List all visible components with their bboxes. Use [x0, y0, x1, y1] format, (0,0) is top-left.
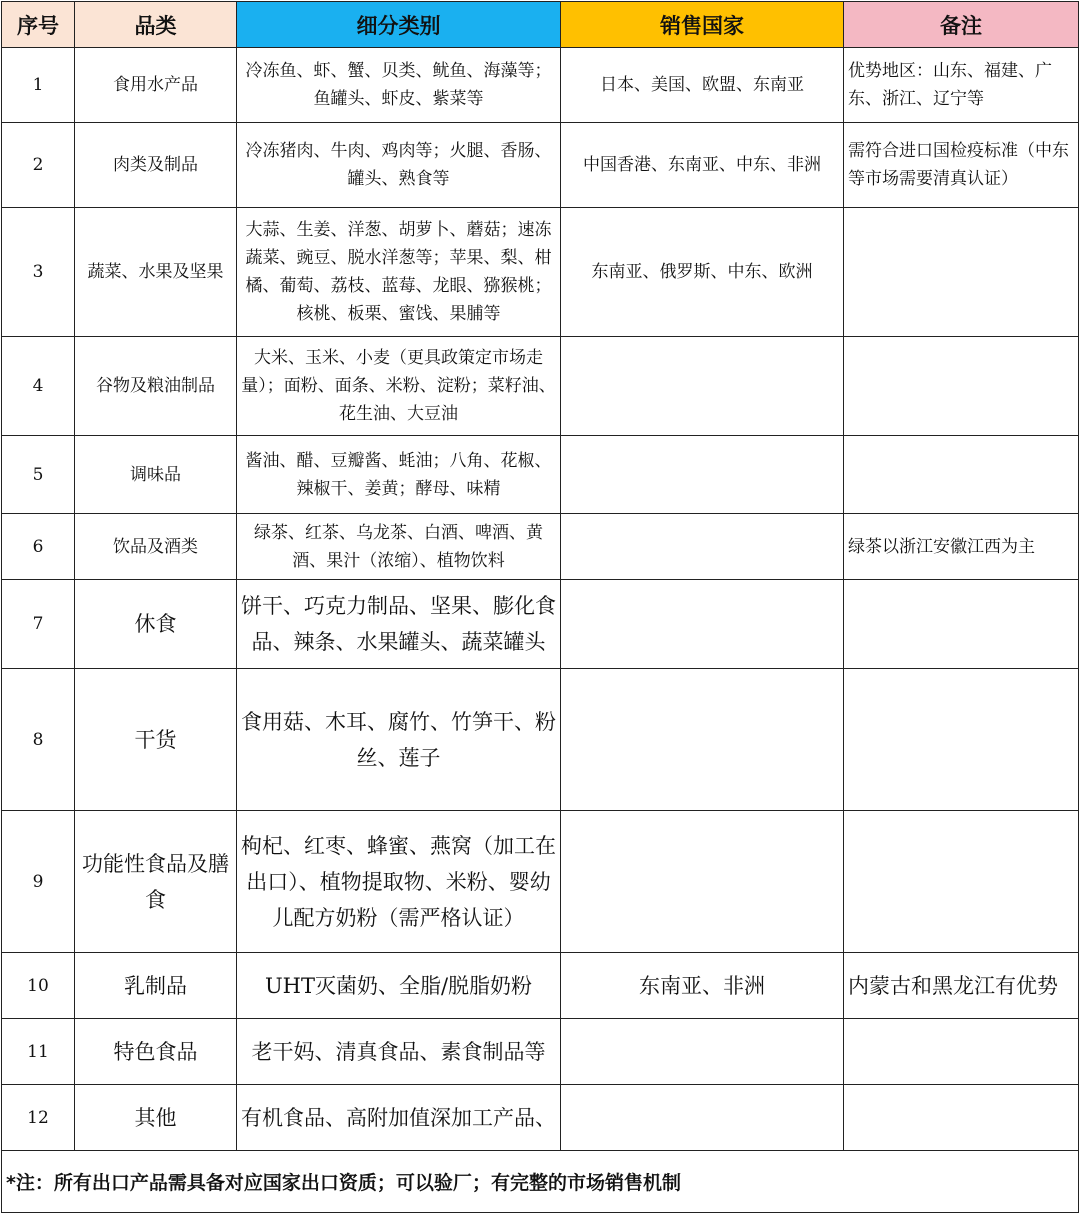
- row-category: 乳制品: [75, 953, 237, 1019]
- row-seq: 2: [2, 123, 75, 208]
- header-countries: 销售国家: [561, 2, 844, 48]
- row-seq: 8: [2, 669, 75, 811]
- row-category: 蔬菜、水果及坚果: [75, 208, 237, 337]
- table-row: [2, 208, 1079, 337]
- row-category: 其他: [75, 1085, 237, 1151]
- table-row: [2, 48, 1079, 123]
- row-subcategory: 酱油、醋、豆瓣酱、蚝油；八角、花椒、辣椒干、姜黄；酵母、味精: [237, 436, 561, 514]
- header-category: 品类: [75, 2, 237, 48]
- header-row: [2, 2, 1079, 48]
- row-notes: [844, 208, 1079, 337]
- table-row: [2, 1019, 1079, 1085]
- row-subcategory: UHT灭菌奶、全脂/脱脂奶粉: [237, 953, 561, 1019]
- row-notes: [844, 436, 1079, 514]
- header-seq: 序号: [2, 2, 75, 48]
- row-category: 功能性食品及膳食: [75, 811, 237, 953]
- row-subcategory: 冷冻猪肉、牛肉、鸡肉等；火腿、香肠、罐头、熟食等: [237, 123, 561, 208]
- row-seq: 7: [2, 580, 75, 669]
- row-category: 休食: [75, 580, 237, 669]
- row-category: 食用水产品: [75, 48, 237, 123]
- row-subcategory: 绿茶、红茶、乌龙茶、白酒、啤酒、黄酒、果汁（浓缩）、植物饮料: [237, 514, 561, 580]
- row-countries: [561, 1019, 844, 1085]
- row-seq: 4: [2, 337, 75, 436]
- row-countries: [561, 580, 844, 669]
- row-notes: 内蒙古和黑龙江有优势: [844, 953, 1079, 1019]
- row-subcategory: 冷冻鱼、虾、蟹、贝类、鱿鱼、海藻等；鱼罐头、虾皮、紫菜等: [237, 48, 561, 123]
- table-row: [2, 436, 1079, 514]
- row-category: 谷物及粮油制品: [75, 337, 237, 436]
- row-countries: [561, 436, 844, 514]
- row-category: 饮品及酒类: [75, 514, 237, 580]
- row-countries: [561, 669, 844, 811]
- row-seq: 9: [2, 811, 75, 953]
- table-row: [2, 123, 1079, 208]
- row-seq: 10: [2, 953, 75, 1019]
- row-subcategory: 大蒜、生姜、洋葱、胡萝卜、蘑菇；速冻蔬菜、豌豆、脱水洋葱等；苹果、梨、柑橘、葡萄、荔枝、蓝莓、龙眼、猕猴桃；核桃、板栗、蜜饯、果脯等: [237, 208, 561, 337]
- table-row: [2, 811, 1079, 953]
- row-category: 调味品: [75, 436, 237, 514]
- row-notes: [844, 580, 1079, 669]
- row-countries: 东南亚、俄罗斯、中东、欧洲: [561, 208, 844, 337]
- header-notes: 备注: [844, 2, 1079, 48]
- row-category: 干货: [75, 669, 237, 811]
- row-notes: [844, 1085, 1079, 1151]
- row-notes: 优势地区：山东、福建、广东、浙江、辽宁等: [844, 48, 1079, 123]
- row-countries: 中国香港、东南亚、中东、非洲: [561, 123, 844, 208]
- row-countries: 日本、美国、欧盟、东南亚: [561, 48, 844, 123]
- row-subcategory: 大米、玉米、小麦（更具政策定市场走量）；面粉、面条、米粉、淀粉；菜籽油、花生油、大豆油: [237, 337, 561, 436]
- row-countries: [561, 811, 844, 953]
- row-countries: 东南亚、非洲: [561, 953, 844, 1019]
- table-row: [2, 580, 1079, 669]
- row-notes: [844, 1019, 1079, 1085]
- footnote-row: [2, 1151, 1079, 1213]
- row-subcategory: 饼干、巧克力制品、坚果、膨化食品、辣条、水果罐头、蔬菜罐头: [237, 580, 561, 669]
- row-subcategory: 食用菇、木耳、腐竹、竹笋干、粉丝、莲子: [237, 669, 561, 811]
- header-subcategory: 细分类别: [237, 2, 561, 48]
- row-category: 特色食品: [75, 1019, 237, 1085]
- row-seq: 1: [2, 48, 75, 123]
- row-seq: 6: [2, 514, 75, 580]
- table-row: [2, 1085, 1079, 1151]
- export-food-table: [1, 1, 1079, 1213]
- row-seq: 12: [2, 1085, 75, 1151]
- row-subcategory: 有机食品、高附加值深加工产品、: [237, 1085, 561, 1151]
- row-notes: 需符合进口国检疫标准（中东等市场需要清真认证）: [844, 123, 1079, 208]
- row-notes: [844, 337, 1079, 436]
- row-countries: [561, 337, 844, 436]
- row-subcategory: 枸杞、红枣、蜂蜜、燕窝（加工在出口）、植物提取物、米粉、婴幼儿配方奶粉（需严格认证）: [237, 811, 561, 953]
- row-subcategory: 老干妈、清真食品、素食制品等: [237, 1019, 561, 1085]
- row-seq: 5: [2, 436, 75, 514]
- table-row: [2, 337, 1079, 436]
- table-row: [2, 953, 1079, 1019]
- row-notes: [844, 669, 1079, 811]
- row-category: 肉类及制品: [75, 123, 237, 208]
- row-countries: [561, 514, 844, 580]
- footnote: *注：所有出口产品需具备对应国家出口资质；可以验厂；有完整的市场销售机制: [2, 1151, 1079, 1213]
- row-seq: 3: [2, 208, 75, 337]
- row-notes: 绿茶以浙江安徽江西为主: [844, 514, 1079, 580]
- table-row: [2, 514, 1079, 580]
- table-row: [2, 669, 1079, 811]
- row-notes: [844, 811, 1079, 953]
- row-countries: [561, 1085, 844, 1151]
- row-seq: 11: [2, 1019, 75, 1085]
